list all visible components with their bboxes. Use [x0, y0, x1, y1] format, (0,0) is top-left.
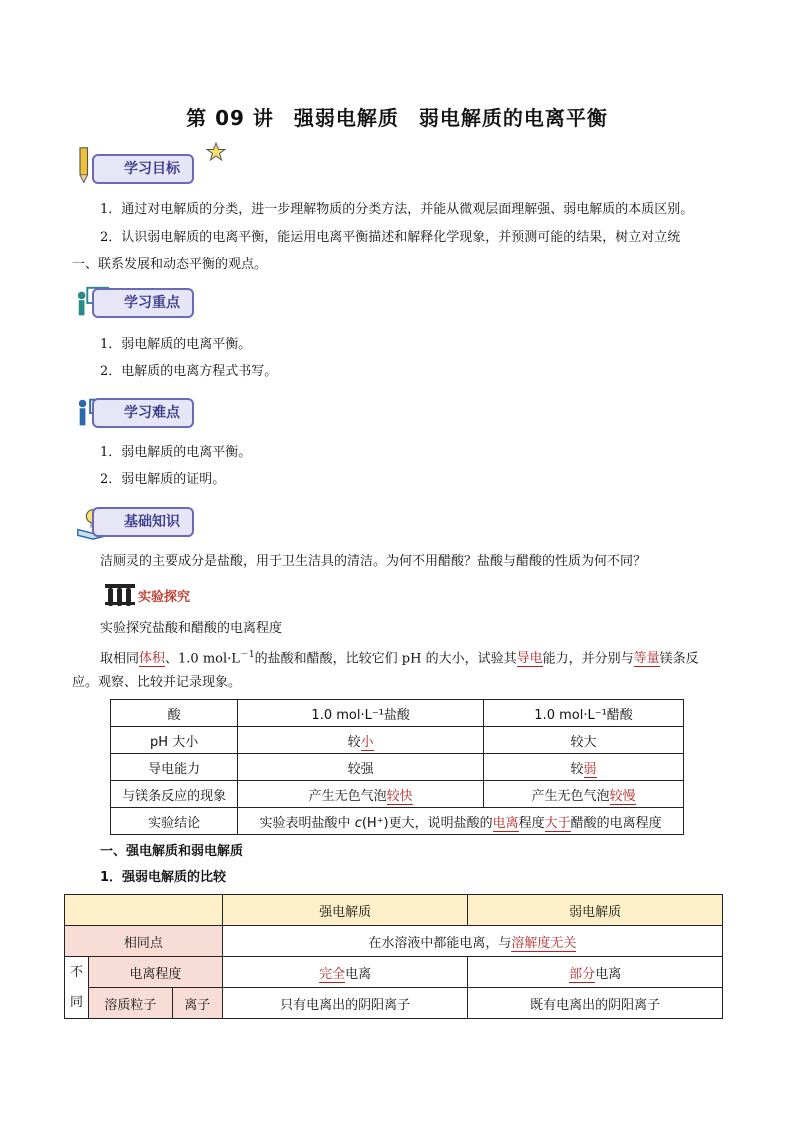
table-row: 与镁条反应的现象 产生无色气泡较快 产生无色气泡较慢	[111, 781, 684, 808]
goal-1: 1．通过对电解质的分类，进一步理解物质的分类方法，并能从微观层面理解强、弱电解质的本质区别。	[100, 202, 694, 217]
key-point-1: 1．弱电解质的电离平衡。	[100, 337, 252, 352]
experiment-table	[110, 699, 684, 835]
comparison-table	[64, 894, 723, 1019]
lecture-number: 第 09 讲	[186, 106, 274, 130]
experiment-label-text: 实验探究	[138, 590, 191, 605]
table-row: pH 大小 较小 较大	[111, 727, 684, 754]
experiment-title: 实验探究盐酸和醋酸的电离程度	[100, 621, 283, 636]
section-heading-1-1: 1．强弱电解质的比较	[100, 870, 227, 885]
table-row: 溶质粒子 离子 只有电离出的阴阳离子 既有电离出的阴阳离子	[65, 988, 723, 1019]
table-row: 导电能力 较强 较弱	[111, 754, 684, 781]
goal-2: 2．认识弱电解质的电离平衡，能运用电离平衡描述和解释化学现象，并预测可能的结果，树立对立统	[100, 230, 681, 245]
page-title	[0, 102, 794, 131]
section-badge-label: 学习难点	[92, 398, 194, 428]
star-icon	[206, 142, 226, 162]
section-badge-key	[74, 284, 214, 318]
table-row: 酸 1.0 mol·L⁻¹盐酸 1.0 mol·L⁻¹醋酸	[111, 700, 684, 727]
title-topic-2: 弱电解质的电离平衡	[418, 106, 608, 130]
key-point-2: 2．电解质的电离方程式书写。	[100, 364, 278, 379]
section-badge-label: 学习重点	[92, 288, 194, 318]
table-row: 相同点 在水溶液中都能电离，与溶解度无关	[65, 926, 723, 957]
section-badge-label: 学习目标	[92, 154, 194, 184]
hard-point-1: 1．弱电解质的电离平衡。	[100, 445, 252, 460]
title-topic-1: 强弱电解质	[293, 106, 399, 130]
intro-question: 洁厕灵的主要成分是盐酸，用于卫生洁具的清洁。为何不用醋酸？盐酸与醋酸的性质为何不同？	[100, 554, 647, 569]
test-tube-rack-icon	[104, 582, 136, 608]
experiment-desc-line2: 应。观察、比较并记录现象。	[72, 675, 242, 690]
section-badge-label: 基础知识	[92, 507, 194, 537]
goal-3: 一、联系发展和动态平衡的观点。	[72, 257, 268, 272]
section-badge-goals	[74, 140, 234, 177]
table-row: 实验结论 实验表明盐酸中 c(H⁺)更大，说明盐酸的电离程度大于醋酸的电离程度	[111, 808, 684, 835]
section-badge-basic	[74, 503, 214, 537]
table-row: 不 同 电离程度 完全电离 部分电离	[65, 957, 723, 988]
section-heading-1: 一、强电解质和弱电解质	[100, 844, 244, 859]
hard-point-2: 2．弱电解质的证明。	[100, 472, 226, 487]
section-badge-hard	[74, 394, 214, 428]
experiment-desc: 取相同体积、1.0 $mol\cdot L^{-1}$的盐酸和醋酸，比较它们 pH 的大小，试验其导电能力，并分别与等量镁条反	[100, 650, 699, 667]
table-row: 强电解质 弱电解质	[65, 895, 723, 926]
